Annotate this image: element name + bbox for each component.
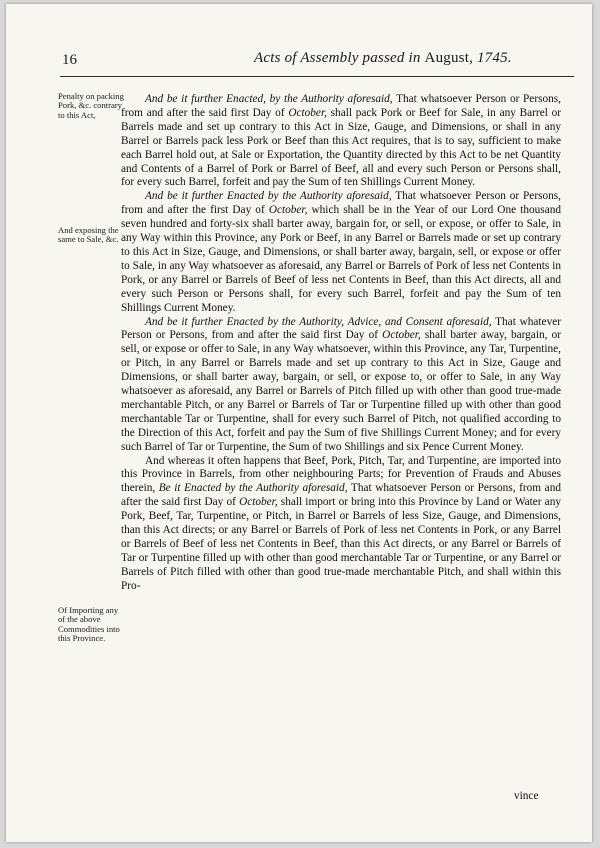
running-head-year: , 1745.	[469, 50, 512, 66]
text-run: That whatsoever Person or Persons, from and after the said first Day of	[121, 482, 561, 509]
italic-text: And be it further Enacted, by the Authority aforesaid,	[145, 93, 393, 105]
margin-note-penalty-packing: Penalty on packing Pork, &c. contrary to this Act,	[58, 91, 124, 120]
paragraph-tar-pitch-penalty	[121, 316, 561, 455]
paragraph-importing	[121, 455, 561, 594]
text-run: shall barter away, bargain, or sell, or expose or offer to Sale, in any Way whatsoever, within this Province, any Tar, Turpentine, or Pitch, in any Barrel or Barrels made and set up contrary to this Act in Size, Gauge and Dimensions, or shall barter away, bargain, or sell, or expose to, or offer to Sale, in any Way whatsoever as aforesaid, any Barrel or Barrels of Pitch filled up with other than good true-made merchantable Pitch, or any Barrel or Barrels of Tar or Turpentine filled up with other than good merchantable Tar or Turpentine, shall for every such Barrel of Pitch, not qualified according to the Direction of this Act, forfeit and pay the Sum of five Shillings Current Money; and for every such Barrel of Tar or Turpentine, the Sum of two Shillings and six Pence Current Money.	[121, 329, 561, 453]
italic-text: And be it further Enacted by the Authority aforesaid,	[145, 190, 392, 203]
running-head-month: August	[424, 50, 470, 66]
paragraph-sale-penalty	[121, 190, 561, 315]
text-run: shall import or bring into this Province by Land or Water any Pork, Beef, Tar, Turpentine, or Pitch, in Barrel or Barrels of less Size, Gauge, and Dimensions, than this Act directs; or any Barrel or Barrels of Pork of less net Contents in Pork, or any Barrel or Barrels of Beef of less net Contents in Beef, than this Act directs, or any Barrel or Barrels of Tar or Turpentine filled up with other than good merchantable Tar or Turpentine, or any Barrel or Barrels of Pitch filled with other than good true-made merchantable Pitch, and shall within this Pro-	[121, 496, 561, 592]
page-number: 16	[62, 52, 77, 68]
running-head	[254, 50, 512, 67]
text-run: which shall be in the Year of our Lord One thousand seven hundred and forty-six shall barter away, bargain for, or sell, or expose, or offer to Sale, in any Way within this Province, any Pork or Beef, in any Barrel or Barrels made or set up contrary to this Act in Size, Gauge, and Dimensions, or shall barter away, bargain, sell, or expose or offer to Sale, in any Way whatsoever as aforesaid, any Barrel or Barrels of Pork of less net Contents in Pork, or any Barrel or Barrels of Beef of less net Contents in Beef, than this Act directs, all and every such Person or Persons shall, for every such Barrel, forfeit and pay the Sum of ten Shillings Current Money.	[121, 204, 561, 314]
paragraph-packing-penalty	[121, 93, 561, 190]
text-run: shall pack Pork or Beef for Sale, in any Barrel or Barrels made and set up contrary to this Act in Size, Gauge, and Dimensions, or shall in any Barrel or Barrels pack less Pork or Beef than this Act requires, that is to say, sufficient to make each Barrel hold out, at Sale or Exportation, the Quantity directed by this Act to be net Quantity and Contents of a Barrel of Pork or Barrel of Beef, all and every such Person or Persons shall, for every such Barrel, forfeit and pay the Sum of ten Shillings Current Money.	[121, 106, 561, 189]
margin-note-importing: Of Importing any of the above Commodities into this Province.	[58, 605, 120, 644]
text-run: That whatsoever Person or Persons, from and after the said first Day of	[121, 93, 562, 119]
italic-text: October,	[268, 204, 308, 217]
text-run: And whereas it often happens that Beef, Pork, Pitch, Tar, and Turpentine, are imported into this Province in Barrels, from other neighbouring Parts; for Prevention of Frauds and Abuses therein,	[121, 454, 561, 495]
text-run: That whatever Person or Persons, from and after the said first Day of	[121, 315, 562, 342]
text-run: That whatsoever Person or Persons, from and after the first Day of	[121, 190, 561, 217]
body-text	[121, 93, 561, 594]
running-head-title: Acts of Assembly passed in	[254, 50, 425, 66]
italic-text: October,	[382, 329, 421, 342]
italic-text: Be it Enacted by the Authority aforesaid,	[158, 482, 348, 495]
header-rule	[60, 76, 574, 77]
document-page	[6, 4, 592, 842]
italic-text: October,	[288, 106, 327, 119]
catchword: vince	[514, 790, 539, 802]
italic-text: And be it further Enacted by the Authority, Advice, and Consent aforesaid,	[145, 315, 492, 328]
margin-note-exposing-sale: And exposing the same to Sale, &c.	[58, 225, 119, 245]
italic-text: October,	[239, 496, 278, 509]
